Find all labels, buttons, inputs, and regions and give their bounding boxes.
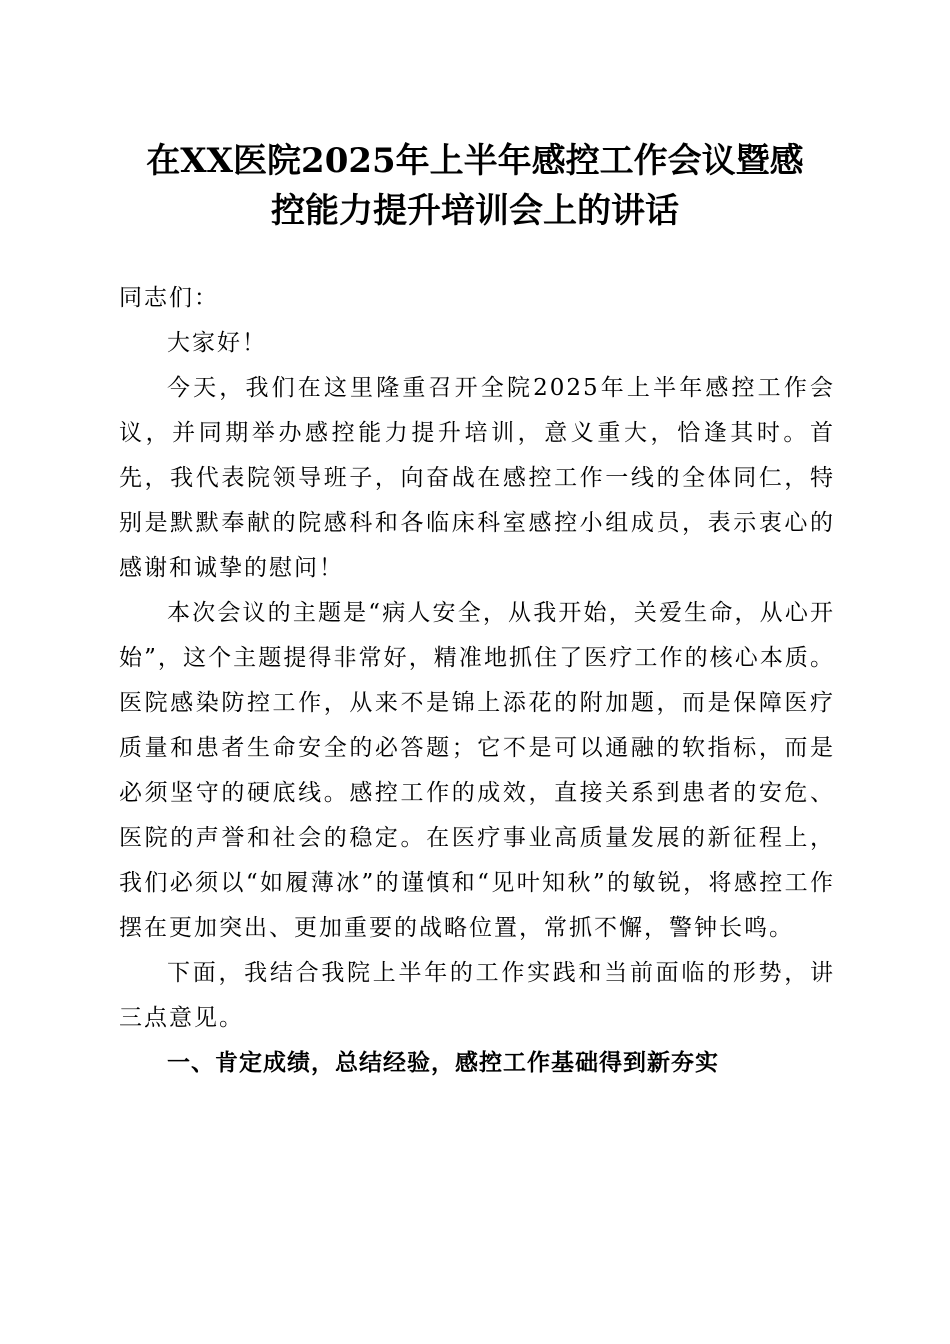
- title-line-1: 在XX医院2025年上半年感控工作会议暨感: [146, 141, 804, 181]
- greeting: 大家好！: [167, 330, 267, 356]
- document-body: [119, 276, 835, 1086]
- paragraph-opening: 今天，我们在这里隆重召开全院2025年上半年感控工作会议，并同期举办感控能力提升培训，意义重大，恰逢其时。首先，我代表院领导班子，向奋战在感控工作一线的全体同仁，特别是默默奉献的院感科和各临床科室感控小组成员，表示衷心的感谢和诚挚的慰问！: [119, 375, 835, 581]
- paragraph-outline: 下面，我结合我院上半年的工作实践和当前面临的形势，讲三点意见。: [119, 960, 835, 1031]
- paragraph-theme: 本次会议的主题是“病人安全，从我开始，关爱生命，从心开始”，这个主题提得非常好，精准地抓住了医疗工作的核心本质。医院感染防控工作，从来不是锦上添花的附加题，而是保障医疗质量和患者生命安全的必答题；它不是可以通融的软指标，而是必须坚守的硬底线。感控工作的成效，直接关系到患者的安危、医院的声誉和社会的稳定。在医疗事业高质量发展的新征程上，我们必须以“如履薄冰”的谨慎和“见叶知秋”的敏锐，将感控工作摆在更加突出、更加重要的战略位置，常抓不懈，警钟长鸣。: [119, 600, 835, 941]
- title-line-2: 控能力提升培训会上的讲话: [271, 191, 679, 231]
- document-title: [100, 136, 850, 236]
- salutation: 同志们：: [119, 285, 219, 311]
- section-heading-1: 一、肯定成绩，总结经验，感控工作基础得到新夯实: [167, 1050, 719, 1076]
